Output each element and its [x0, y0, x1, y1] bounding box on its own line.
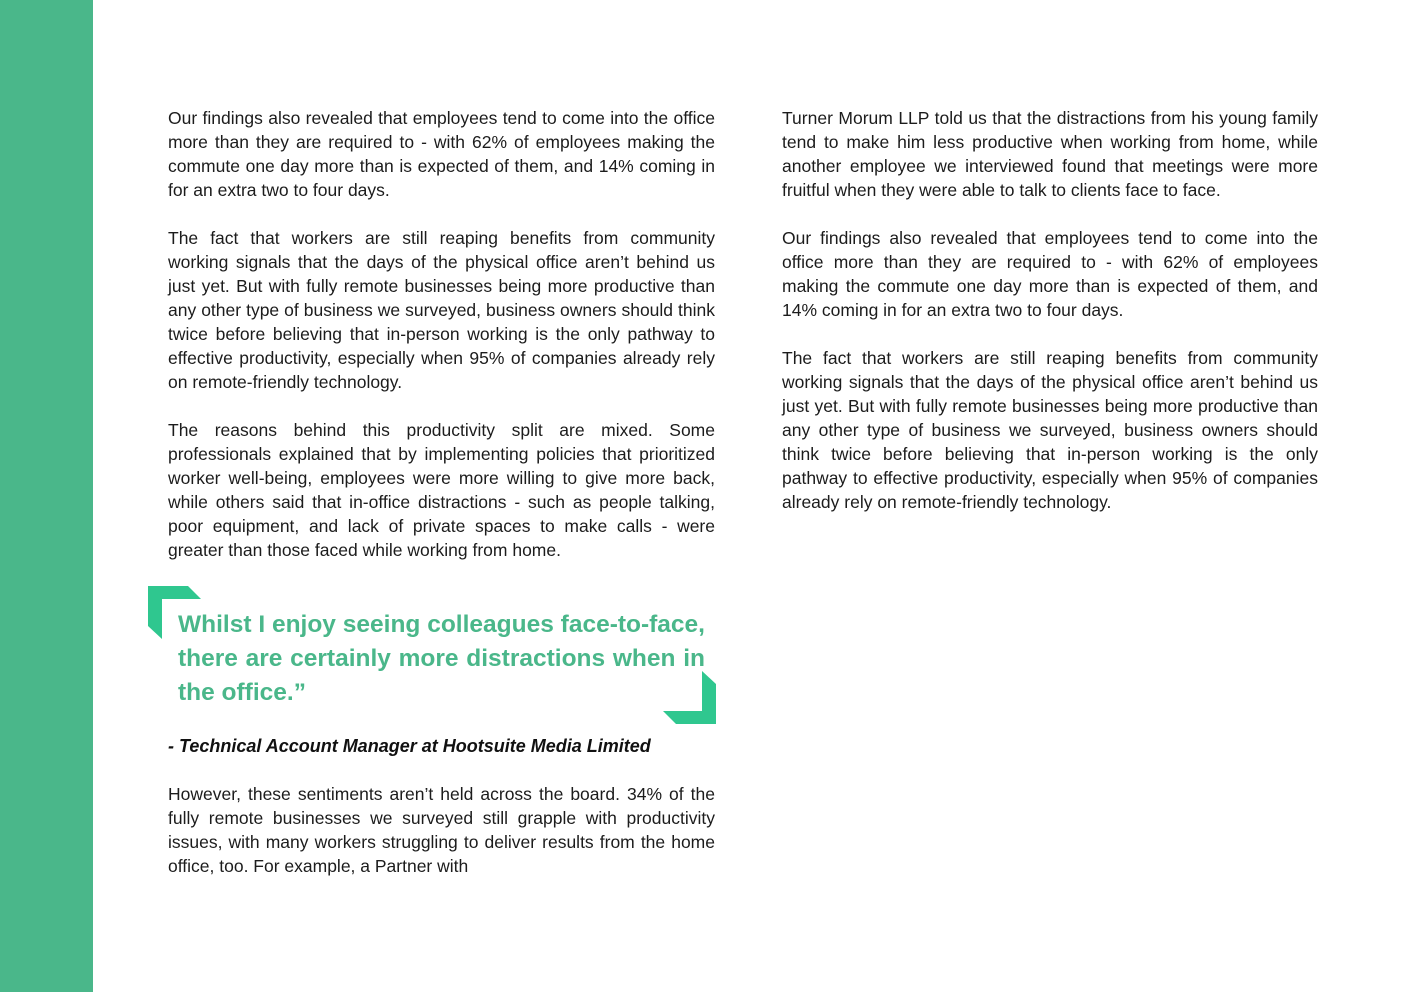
left-column	[168, 106, 715, 902]
right-paragraph-1: Turner Morum LLP told us that the distractions from his young family tend to make him less productive when working from home, while another employee we interviewed found that meetings were more fruitful when they were able to talk to clients face to face.	[782, 108, 1318, 200]
right-column	[782, 106, 1318, 538]
left-paragraph-1: Our findings also revealed that employees tend to come into the office more than they are required to - with 62% of employees making the commute one day more than is expected of them, and 14% coming in for an extra two to four days.	[168, 108, 715, 200]
left-paragraph-2: The fact that workers are still reaping benefits from community working signals that the days of the physical office aren’t behind us just yet. But with fully remote businesses being more productive than any other type of business we surveyed, business owners should think twice before believing that in-person working is the only pathway to effective productivity, especially when 95% of companies already rely on remote-friendly technology.	[168, 228, 715, 392]
right-paragraph-2: Our findings also revealed that employees tend to come into the office more than they are required to - with 62% of employees making the commute one day more than is expected of them, and 14% coming in for an extra two to four days.	[782, 228, 1318, 320]
accent-side-bar	[0, 0, 93, 992]
right-paragraph-3: The fact that workers are still reaping benefits from community working signals that the days of the physical office aren’t behind us just yet. But with fully remote businesses being more productive than any other type of business we surveyed, business owners should think twice before believing that in-person working is the only pathway to effective productivity, especially when 95% of companies already rely on remote-friendly technology.	[782, 348, 1318, 512]
pull-quote	[148, 586, 716, 724]
quote-attribution: - Technical Account Manager at Hootsuite Media Limited	[168, 736, 651, 756]
left-paragraph-3: The reasons behind this productivity split are mixed. Some professionals explained that by implementing policies that prioritized worker well-being, employees were more willing to give more back, while others said that in-office distractions - such as people talking, poor equipment, and lack of private spaces to make calls - were greater than those faced while working from home.	[168, 420, 715, 560]
quote-corner-bottom-right-icon	[663, 671, 716, 724]
quote-text: Whilst I enjoy seeing colleagues face-to-face, there are certainly more distractions when in the office.”	[178, 611, 705, 706]
left-paragraph-4: However, these sentiments aren’t held across the board. 34% of the fully remote businesses we surveyed still grapple with productivity issues, with many workers struggling to deliver results from the home office, too. For example, a Partner with	[168, 784, 715, 876]
